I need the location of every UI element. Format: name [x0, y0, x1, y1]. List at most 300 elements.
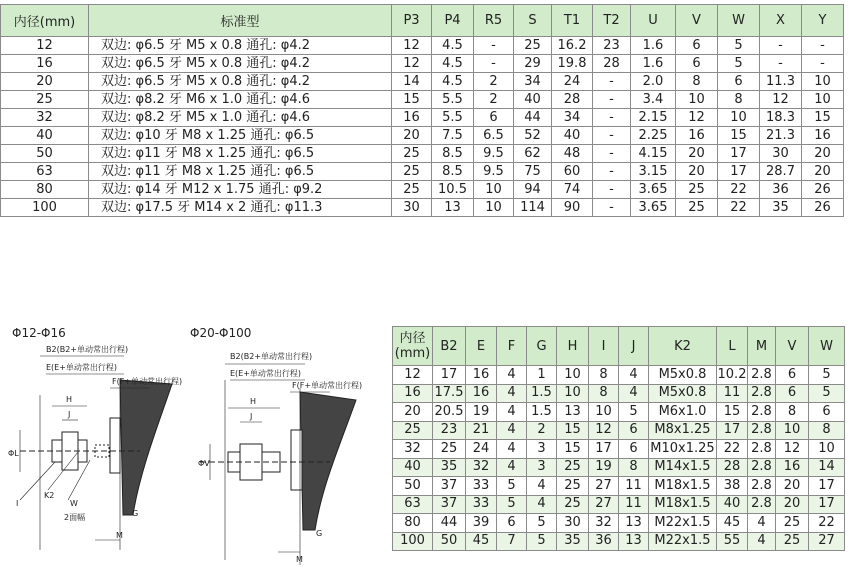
table-cell: 1.6: [631, 55, 676, 73]
table-cell: 11: [717, 384, 748, 403]
table-row: [393, 477, 845, 496]
table-cell: 22: [718, 181, 760, 199]
table-cell: 94: [514, 181, 552, 199]
table-cell: 25: [557, 477, 589, 496]
table-cell: 20: [392, 127, 432, 145]
table-cell: 10: [776, 421, 809, 440]
table-cell: 23: [593, 37, 631, 55]
table-row: [1, 55, 844, 73]
table-cell: -: [593, 163, 631, 181]
column-header: 内径(mm): [1, 5, 89, 37]
table-cell: 8: [619, 458, 649, 477]
table-cell: -: [760, 37, 802, 55]
table-cell: 4: [527, 477, 557, 496]
table-row: [393, 384, 845, 403]
mount-bracket-right: [300, 392, 356, 530]
table-cell: 1.5: [527, 384, 557, 403]
label-g-left: G: [132, 509, 139, 518]
table-cell: 7: [497, 532, 527, 551]
column-header: V: [776, 327, 809, 366]
table-cell: 8: [718, 91, 760, 109]
table-cell: -: [593, 127, 631, 145]
table-cell: 2.8: [748, 495, 776, 514]
label-m-left: M: [116, 531, 123, 540]
table-cell: 双边: φ6.5 牙 M5 x 0.8 通孔: φ4.2: [89, 37, 392, 55]
table-cell: 6: [497, 514, 527, 533]
table-cell: 37: [433, 477, 466, 496]
table-cell: -: [760, 55, 802, 73]
column-header: S: [514, 5, 552, 37]
table-cell: 4: [748, 532, 776, 551]
label-h-right: H: [250, 397, 257, 406]
table-cell: 25: [776, 514, 809, 533]
column-header: W: [809, 327, 845, 366]
label-i: I: [16, 499, 19, 508]
table-cell: 25: [557, 495, 589, 514]
table-cell: 5: [718, 37, 760, 55]
table-cell: 7.5: [432, 127, 474, 145]
table-cell: 20: [776, 477, 809, 496]
table-cell: 22: [718, 199, 760, 217]
table-cell: 6: [474, 109, 514, 127]
table-cell: 2.8: [748, 458, 776, 477]
table-cell: 28.7: [760, 163, 802, 181]
table-cell: 28: [717, 458, 748, 477]
table-cell: 29: [514, 55, 552, 73]
label-two-face: 2面幅: [64, 513, 86, 522]
column-header: E: [466, 327, 497, 366]
dimension-table-standard: [0, 4, 844, 217]
table-cell: 双边: φ8.2 牙 M5 x 1.0 通孔: φ4.6: [89, 109, 392, 127]
table-cell: 4: [619, 384, 649, 403]
table-cell: 15: [802, 109, 844, 127]
table-cell: -: [593, 73, 631, 91]
table-cell: 80: [1, 181, 89, 199]
table-cell: 26: [802, 199, 844, 217]
table-cell: 8.5: [432, 163, 474, 181]
table-cell: 16: [392, 109, 432, 127]
table-cell: 24: [552, 73, 593, 91]
table-cell: 10: [718, 109, 760, 127]
table-cell: 25: [1, 91, 89, 109]
table-cell: 17: [589, 440, 619, 459]
table-cell: 32: [589, 514, 619, 533]
table-cell: 8.5: [432, 145, 474, 163]
table-cell: 17: [433, 366, 466, 385]
table-cell: 10: [557, 384, 589, 403]
table-cell: M18x1.5: [649, 495, 717, 514]
column-header: P4: [432, 5, 474, 37]
figure-title-large: Φ20-Φ100: [190, 326, 252, 340]
table-cell: 30: [760, 145, 802, 163]
table-cell: 15: [717, 403, 748, 422]
table-cell: 25: [776, 532, 809, 551]
table-cell: 6.5: [474, 127, 514, 145]
column-header: V: [676, 5, 718, 37]
table-cell: 45: [466, 532, 497, 551]
column-header: R5: [474, 5, 514, 37]
column-header: X: [760, 5, 802, 37]
table-cell: 3.65: [631, 199, 676, 217]
column-header: Y: [802, 5, 844, 37]
table-cell: 4: [497, 366, 527, 385]
table-row: [1, 199, 844, 217]
table-cell: 4.5: [432, 37, 474, 55]
table-cell: 32: [1, 109, 89, 127]
table-cell: 6: [676, 55, 718, 73]
table-cell: 17: [717, 421, 748, 440]
table-cell: 10: [802, 73, 844, 91]
table-cell: 16: [676, 127, 718, 145]
table-cell: 4: [497, 458, 527, 477]
table-cell: 9.5: [474, 145, 514, 163]
table-cell: M6x1.0: [649, 403, 717, 422]
table-cell: 25: [392, 181, 432, 199]
table-cell: 20: [393, 403, 433, 422]
table-row: [1, 181, 844, 199]
table-cell: 23: [433, 421, 466, 440]
label-h-left: H: [66, 395, 73, 404]
table-cell: 2.8: [748, 384, 776, 403]
label-e-left: E(E+单动常出行程): [46, 363, 118, 372]
table-cell: 50: [433, 532, 466, 551]
figure-title-small: Φ12-Φ16: [12, 326, 66, 340]
table-cell: 5: [527, 532, 557, 551]
table-cell: 5: [718, 55, 760, 73]
table-cell: 13: [557, 403, 589, 422]
table-cell: 8: [809, 421, 845, 440]
table-cell: 27: [809, 532, 845, 551]
table-cell: 6: [809, 403, 845, 422]
table-cell: 5.5: [432, 109, 474, 127]
table-cell: 16: [1, 55, 89, 73]
table-cell: 2.8: [748, 477, 776, 496]
table-cell: 44: [514, 109, 552, 127]
table-cell: 6: [776, 384, 809, 403]
table-cell: 27: [589, 477, 619, 496]
table-cell: 12: [1, 37, 89, 55]
table-cell: 3.15: [631, 163, 676, 181]
table-cell: 25: [433, 440, 466, 459]
table-cell: 双边: φ8.2 牙 M6 x 1.0 通孔: φ4.6: [89, 91, 392, 109]
table-cell: 40: [514, 91, 552, 109]
column-header: W: [718, 5, 760, 37]
table-cell: 12: [393, 366, 433, 385]
table-cell: M22x1.5: [649, 532, 717, 551]
table-header-row: [1, 5, 844, 37]
table-cell: 55: [717, 532, 748, 551]
table-cell: 20: [802, 163, 844, 181]
table-cell: 25: [393, 421, 433, 440]
table-cell: M8x1.25: [649, 421, 717, 440]
table-cell: 5.5: [432, 91, 474, 109]
table-cell: 20: [802, 145, 844, 163]
table-cell: M5x0.8: [649, 384, 717, 403]
column-header: B2: [433, 327, 466, 366]
table-cell: 16: [393, 384, 433, 403]
table-cell: M5x0.8: [649, 366, 717, 385]
table-cell: 25: [557, 458, 589, 477]
table-cell: 50: [393, 477, 433, 496]
label-m-right: M: [296, 555, 303, 564]
label-f-left: F(F+单动常出行程): [112, 377, 183, 386]
table-cell: 50: [1, 145, 89, 163]
table-cell: 35: [433, 458, 466, 477]
table-row: [393, 458, 845, 477]
table-cell: 双边: φ6.5 牙 M5 x 0.8 通孔: φ4.2: [89, 73, 392, 91]
table-cell: 10.2: [717, 366, 748, 385]
table-cell: 4: [497, 421, 527, 440]
table-cell: 21.3: [760, 127, 802, 145]
table-cell: 34: [552, 109, 593, 127]
table-cell: 20: [676, 145, 718, 163]
table-cell: 12: [392, 55, 432, 73]
table-cell: 63: [1, 163, 89, 181]
table-cell: -: [593, 109, 631, 127]
table-cell: 33: [466, 495, 497, 514]
table-cell: 35: [760, 199, 802, 217]
column-header: G: [527, 327, 557, 366]
label-phiv: ΦV: [198, 459, 210, 468]
table-cell: 30: [557, 514, 589, 533]
table-cell: 10: [557, 366, 589, 385]
label-w: W: [70, 499, 78, 508]
table-cell: 22: [717, 440, 748, 459]
table-cell: 12: [589, 421, 619, 440]
column-header: I: [589, 327, 619, 366]
table-cell: 100: [1, 199, 89, 217]
table-cell: 2: [474, 91, 514, 109]
label-k2: K2: [44, 491, 55, 500]
table-cell: 25: [676, 199, 718, 217]
table-cell: 4: [527, 495, 557, 514]
table-cell: 5: [497, 477, 527, 496]
table-cell: 双边: φ14 牙 M12 x 1.75 通孔: φ9.2: [89, 181, 392, 199]
table-cell: -: [593, 181, 631, 199]
table-row: [1, 109, 844, 127]
table-cell: 60: [552, 163, 593, 181]
table-cell: 4: [619, 366, 649, 385]
table-cell: 19: [589, 458, 619, 477]
table-cell: 8: [589, 384, 619, 403]
table-cell: 15: [557, 421, 589, 440]
table-cell: 38: [717, 477, 748, 496]
table-cell: 4.5: [432, 55, 474, 73]
table-cell: 9.5: [474, 163, 514, 181]
table-cell: M18x1.5: [649, 477, 717, 496]
column-header: T2: [593, 5, 631, 37]
table-cell: 10: [474, 181, 514, 199]
table-cell: -: [474, 37, 514, 55]
table-cell: 80: [393, 514, 433, 533]
table-row: [393, 514, 845, 533]
table-cell: 12: [776, 440, 809, 459]
table-header-row: [393, 327, 845, 366]
table-cell: 2.8: [748, 366, 776, 385]
table-cell: 8: [589, 366, 619, 385]
table-cell: 5: [809, 384, 845, 403]
table-row: [393, 366, 845, 385]
table-cell: 4: [497, 403, 527, 422]
table-cell: 11: [619, 495, 649, 514]
column-header: M: [748, 327, 776, 366]
table-cell: 6: [676, 37, 718, 55]
table-cell: 63: [393, 495, 433, 514]
table-cell: 30: [392, 199, 432, 217]
table-cell: 5: [497, 495, 527, 514]
table-cell: 16.2: [552, 37, 593, 55]
mount-bracket-left: [120, 380, 172, 515]
table-cell: 25: [676, 181, 718, 199]
table-cell: 40: [717, 495, 748, 514]
table-cell: 32: [393, 440, 433, 459]
label-phil: ΦL: [8, 449, 19, 458]
table-cell: 1.5: [527, 403, 557, 422]
table-cell: 4: [748, 514, 776, 533]
table-cell: 5: [809, 366, 845, 385]
table-cell: 双边: φ10 牙 M8 x 1.25 通孔: φ6.5: [89, 127, 392, 145]
table-cell: 40: [552, 127, 593, 145]
table-cell: 40: [393, 458, 433, 477]
table-cell: 37: [433, 495, 466, 514]
table-row: [393, 440, 845, 459]
table-cell: 17.5: [433, 384, 466, 403]
column-header: L: [717, 327, 748, 366]
table-cell: 13: [619, 514, 649, 533]
table-row: [1, 37, 844, 55]
table-cell: 32: [466, 458, 497, 477]
table-cell: 6: [619, 440, 649, 459]
table-cell: 27: [589, 495, 619, 514]
table-cell: 16: [776, 458, 809, 477]
table-cell: 15: [718, 127, 760, 145]
table-cell: 2.8: [748, 403, 776, 422]
table-cell: 16: [802, 127, 844, 145]
table-cell: 36: [589, 532, 619, 551]
table-cell: 74: [552, 181, 593, 199]
table-cell: 5: [527, 514, 557, 533]
table-cell: 10: [809, 440, 845, 459]
table-cell: 14: [392, 73, 432, 91]
column-header: U: [631, 5, 676, 37]
table-cell: M22x1.5: [649, 514, 717, 533]
label-f-right: F(F+单动常出行程): [292, 381, 363, 390]
table-cell: 3.65: [631, 181, 676, 199]
table-cell: 10.5: [432, 181, 474, 199]
table-cell: 28: [593, 55, 631, 73]
table-cell: 114: [514, 199, 552, 217]
column-header: P3: [392, 5, 432, 37]
table-cell: 10: [474, 199, 514, 217]
table-cell: 5: [619, 403, 649, 422]
table-cell: 20: [776, 495, 809, 514]
label-j-left: J: [68, 410, 71, 419]
table-cell: 1: [527, 366, 557, 385]
table-cell: 20: [676, 163, 718, 181]
column-header: H: [557, 327, 589, 366]
table-cell: 4.5: [432, 73, 474, 91]
table-cell: 19: [466, 403, 497, 422]
table-cell: 8: [676, 73, 718, 91]
table-cell: 20: [1, 73, 89, 91]
table-cell: 双边: φ17.5 牙 M14 x 2 通孔: φ11.3: [89, 199, 392, 217]
column-header: K2: [649, 327, 717, 366]
label-e-right: E(E+单动常出行程): [230, 369, 302, 378]
label-j-right: J: [250, 412, 253, 421]
table-cell: 10: [676, 91, 718, 109]
dimension-table-mounting: [392, 326, 845, 551]
table-row: [393, 495, 845, 514]
table-cell: 2.8: [748, 440, 776, 459]
table-cell: 12: [760, 91, 802, 109]
table-cell: -: [802, 37, 844, 55]
table-cell: 14: [809, 458, 845, 477]
table-cell: 19.8: [552, 55, 593, 73]
table-cell: M14x1.5: [649, 458, 717, 477]
table-cell: 26: [802, 181, 844, 199]
table-cell: -: [593, 91, 631, 109]
table-cell: 24: [466, 440, 497, 459]
table-cell: 18.3: [760, 109, 802, 127]
label-b2-right: B2(B2+单动常出行程): [230, 352, 313, 361]
table-row: [393, 421, 845, 440]
table-cell: 62: [514, 145, 552, 163]
table-row: [393, 403, 845, 422]
table-cell: 12: [392, 37, 432, 55]
dimension-diagram: [0, 340, 385, 571]
table-cell: 2.0: [631, 73, 676, 91]
table-cell: 1.6: [631, 37, 676, 55]
table-cell: 双边: φ11 牙 M8 x 1.25 通孔: φ6.5: [89, 163, 392, 181]
table-cell: 3: [527, 440, 557, 459]
table-cell: 16: [466, 384, 497, 403]
table-cell: 12: [676, 109, 718, 127]
column-header: J: [619, 327, 649, 366]
table-cell: 100: [393, 532, 433, 551]
table-cell: 20.5: [433, 403, 466, 422]
label-b2-left: B2(B2+单动常出行程): [46, 345, 129, 354]
table-cell: 3.4: [631, 91, 676, 109]
table-cell: 15: [557, 440, 589, 459]
table-row: [1, 163, 844, 181]
table-cell: 17: [809, 495, 845, 514]
table-cell: 2: [474, 73, 514, 91]
table-cell: 6: [718, 73, 760, 91]
table-cell: 2: [527, 421, 557, 440]
table-cell: 2.25: [631, 127, 676, 145]
table-cell: 52: [514, 127, 552, 145]
table-row: [1, 73, 844, 91]
table-cell: 4: [497, 440, 527, 459]
table-cell: 75: [514, 163, 552, 181]
table-row: [1, 127, 844, 145]
column-header: F: [497, 327, 527, 366]
table-cell: 44: [433, 514, 466, 533]
table-cell: 15: [392, 91, 432, 109]
table-cell: M10x1.25: [649, 440, 717, 459]
table-cell: -: [474, 55, 514, 73]
table-cell: 21: [466, 421, 497, 440]
table-row: [1, 145, 844, 163]
table-cell: 90: [552, 199, 593, 217]
table-cell: 25: [392, 163, 432, 181]
table-cell: 4.15: [631, 145, 676, 163]
table-cell: 36: [760, 181, 802, 199]
table-cell: 6: [619, 421, 649, 440]
table-cell: 6: [776, 366, 809, 385]
table-cell: 34: [514, 73, 552, 91]
table-cell: 17: [718, 163, 760, 181]
